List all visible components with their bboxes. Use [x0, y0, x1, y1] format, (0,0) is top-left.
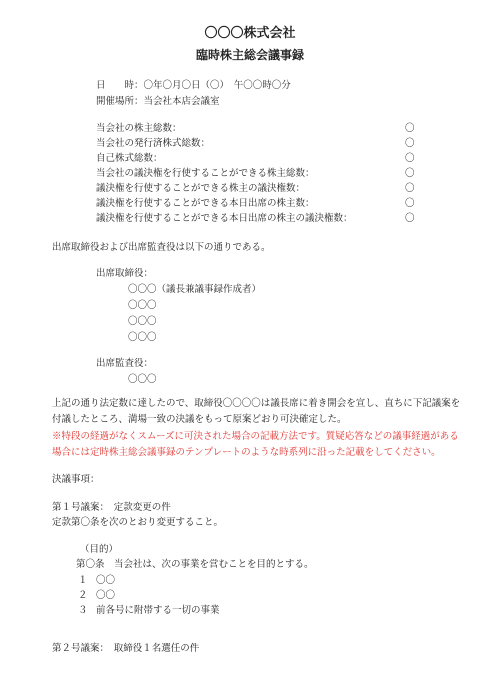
share-row-label: 議決権を行使することができる本日出席の株主の議決権数：: [96, 213, 353, 224]
datetime-value: 〇年〇月〇日（〇） 午〇〇時〇分: [143, 80, 291, 91]
list-text: 〇〇: [96, 575, 116, 586]
share-row-label: 当会社の発行済株式総数：: [96, 138, 211, 149]
share-row-value: 〇: [405, 123, 415, 134]
item1-desc: 定款第〇条を次のとおり変更すること。: [52, 517, 224, 528]
list-text: 〇〇: [96, 590, 116, 601]
share-row-label: 議決権を行使することができる本日出席の株主数：: [96, 198, 315, 209]
attendance-intro: 出席取締役および出席監査役は以下の通りである。: [52, 242, 271, 253]
company-name: 〇〇〇株式会社: [204, 26, 296, 41]
proceedings-line: 付議したところ、満場一致の決議をもって原案どおり可決確定した。: [52, 414, 347, 425]
list-text: 前各号に附帯する一切の事業: [96, 605, 220, 616]
list-num: ３: [78, 605, 88, 616]
meeting-venue: [96, 96, 220, 107]
datetime-label: 日 時：: [96, 80, 144, 91]
list-num: ２: [78, 590, 88, 601]
item1-purpose-heading: （目的）: [80, 544, 119, 555]
list-num: １: [78, 575, 88, 586]
document-title: 臨時株主総会議事録: [195, 48, 304, 62]
share-row-value: 〇: [405, 183, 415, 194]
list-item: [78, 590, 115, 601]
director-name: 〇〇〇: [128, 300, 157, 311]
share-row-value: 〇: [405, 198, 415, 209]
list-item: [78, 575, 115, 586]
share-row-label: 議決権を行使することができる株主の議決権数：: [96, 183, 306, 194]
directors-label: 出席取締役：: [96, 268, 154, 279]
meeting-datetime: [96, 80, 291, 91]
auditor-name: 〇〇〇: [128, 374, 157, 385]
venue-label: 開催場所：: [96, 96, 144, 107]
share-row-value: 〇: [405, 138, 415, 149]
share-row-value: 〇: [405, 168, 415, 179]
note-line: ※特段の経過がなくスムーズに可決された場合の記載方法です。質疑応答などの議事経過がある: [52, 431, 459, 442]
share-row-value: 〇: [405, 213, 415, 224]
director-name: 〇〇〇: [128, 316, 157, 327]
note-line: 場合には定時株主総会議事録のテンプレートのような時系列に沿った記載をしてください。: [52, 447, 441, 458]
proceedings-line: 上記の通り法定数に達したので、取締役〇〇〇〇は議長席に着き開会を宣し、直ちに下記議案を: [52, 398, 461, 409]
share-row-label: 当会社の議決権を行使することができる株主総数：: [96, 168, 315, 179]
share-row-value: 〇: [405, 153, 415, 164]
director-name: 〇〇〇（議長兼議事録作成者）: [128, 284, 262, 295]
item1-article: 第〇条 当会社は、次の事業を営むことを目的とする。: [76, 559, 314, 570]
item1-title: 第１号議案： 定款変更の件: [52, 502, 171, 513]
director-name: 〇〇〇: [128, 332, 157, 343]
resolutions-heading: 決議事項：: [52, 474, 100, 485]
venue-value: 当会社本店会議室: [143, 96, 220, 107]
auditors-label: 出席監査役：: [96, 358, 154, 369]
share-row-label: 自己株式総数：: [96, 153, 163, 164]
share-row-label: 当会社の株主総数：: [96, 123, 182, 134]
list-item: [78, 605, 220, 616]
item2-title: 第２号議案： 取締役１名選任の件: [52, 643, 200, 654]
